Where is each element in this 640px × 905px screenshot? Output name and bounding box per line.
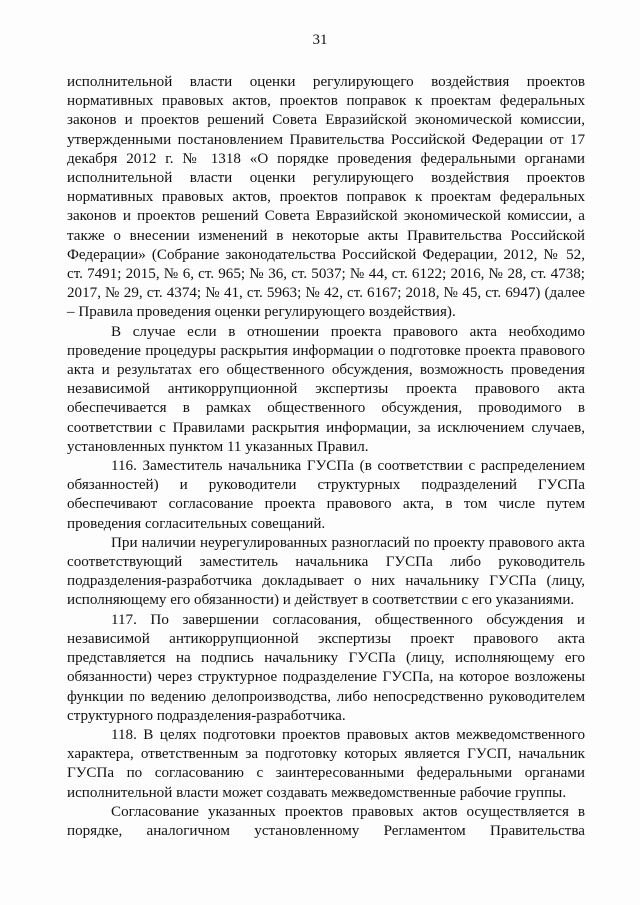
document-body bbox=[67, 73, 585, 841]
paragraph-continuation: исполнительной власти оценки регулирующего воздействия проектов нормативных правовых актов, проектов поправок к проектам федеральных законов и проектов решений Совета Евразийской экономической комиссии, утвержденными постановлением Правительства Российской Федерации от 17 декабря 2012 г. № 1318 «О порядке проведения федеральными органами исполнительной власти оценки регулирующего воздействия проектов нормативных правовых актов, проектов поправок к проектам федеральных законов и проектов решений Совета Евразийской экономической комиссии, а также о внесении изменений в некоторые акты Правительства Российской Федерации» (Собрание законодательства Российской Федерации, 2012, № 52, ст. 7491; 2015, № 6, ст. 965; № 36, ст. 5037; № 44, ст. 6122; 2016, № 28, ст. 4738; 2017, № 29, ст. 4374; № 41, ст. 5963; № 42, ст. 6167; 2018, № 45, ст. 6947) (далее – Правила проведения оценки регулирующего воздействия). bbox=[67, 74, 585, 321]
paragraph-approval: Согласование указанных проектов правовых актов осуществляется в порядке, аналогичном установленному Регламентом Правительства bbox=[67, 803, 585, 839]
paragraph-item-116: 116. Заместитель начальника ГУСПа (в соответствии с распределением обязанностей) и руководители структурных подразделений ГУСПа обеспечивают согласование проекта правового акта, в том числе путем проведения согласительных совещаний. bbox=[67, 458, 585, 532]
paragraph-item-118: 118. В целях подготовки проектов правовых актов межведомственного характера, ответственным за подготовку которых является ГУСП, начальник ГУСПа по согласованию с заинтересованными федеральными органами исполнительной власти может создавать межведомственные рабочие группы. bbox=[67, 726, 585, 801]
page-number: 31 bbox=[312, 32, 328, 48]
paragraph-disclosure: В случае если в отношении проекта правового акта необходимо проведение процедуры раскрытия информации о подготовке проекта правового акта и результатах его общественного обсуждения, возможность проведения независимой антикоррупционной экспертизы проекта правового акта обеспечивается в рамках общественного обсуждения, проводимого в соответствии с Правилами раскрытия информации, за исключением случаев, установленных пунктом 11 указанных Правил. bbox=[67, 323, 585, 455]
paragraph-item-117: 117. По завершении согласования, общественного обсуждения и независимой антикоррупционной экспертизы проект правового акта представляется на подпись начальнику ГУСПа (лицу, исполняющему его обязанности) через структурное подразделение ГУСПа, на которое возложены функции по ведению делопроизводства, либо непосредственно руководителем структурного подразделения-разработчика. bbox=[67, 611, 585, 724]
paragraph-disagreements: При наличии неурегулированных разногласий по проекту правового акта соответствующий заместитель начальника ГУСПа либо руководитель подразделения-разработчика докладывает о них начальнику ГУСПа (лицу, исполняющему его обязанности) и действует в соответствии с его указаниями. bbox=[67, 534, 585, 609]
